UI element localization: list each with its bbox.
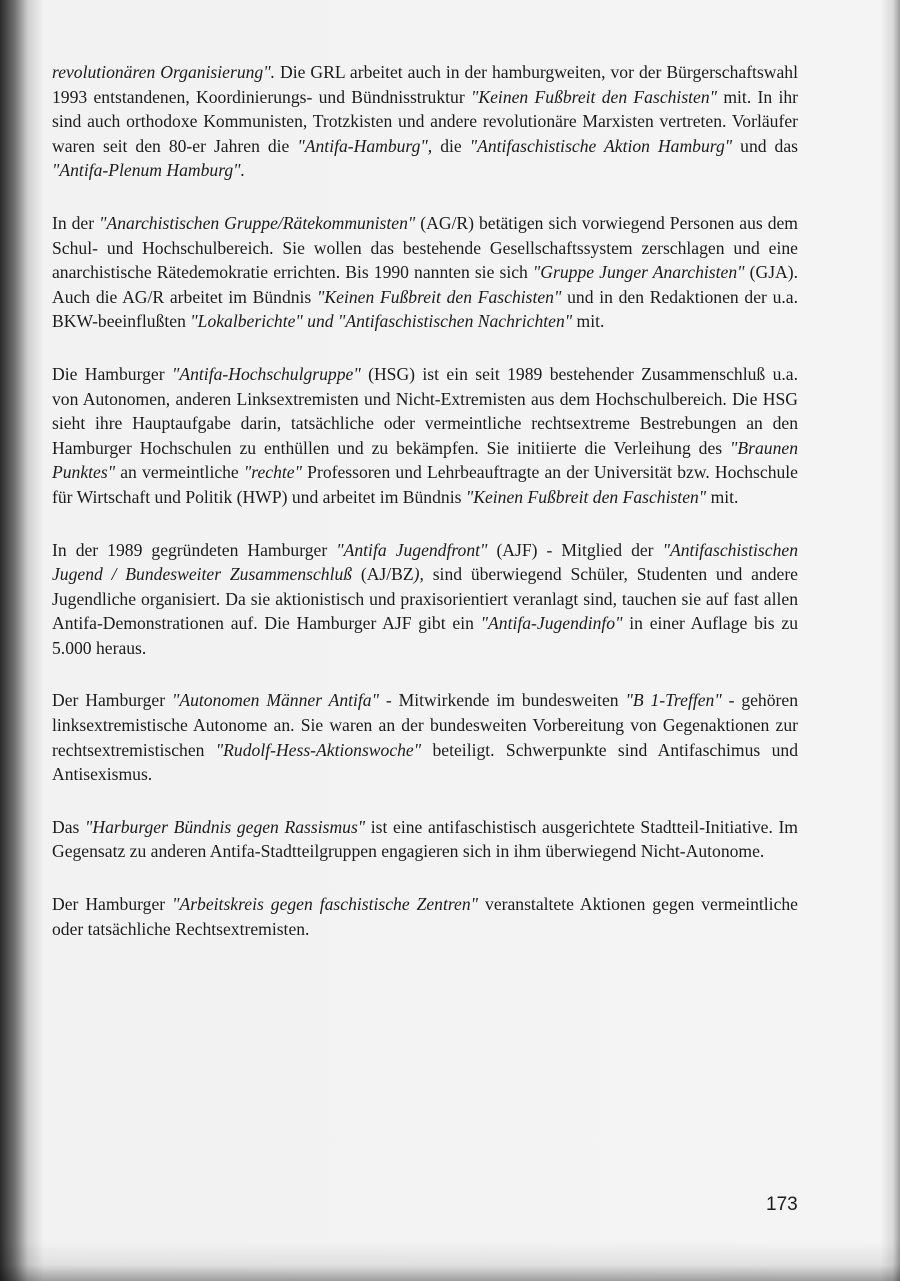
italic-run: "Keinen Fußbreit den Faschisten" <box>471 86 724 107</box>
italic-run: "Rudolf-Hess-Aktionswoche" <box>215 739 433 760</box>
paragraph-maenner <box>52 688 798 786</box>
italic-run: ), <box>413 564 433 585</box>
italic-run: "Antifaschistische Aktion Hamburg" <box>469 135 741 156</box>
italic-run: "B 1-Treffen" <box>625 690 729 711</box>
italic-run: "Antifaschistischen Jugend / Bundesweiter Zusammenschluß <box>52 539 798 585</box>
text-run: beteiligt. Schwerpunkte sind Antifaschimus und Antisexismus. <box>52 739 799 785</box>
text-run: (AJ/BZ <box>360 564 414 585</box>
italic-run: "Arbeitskreis gegen faschistische Zentren" <box>172 894 486 915</box>
italic-run: "Lokalberichte" und "Antifaschistischen Nachrichten" <box>190 311 577 332</box>
page-number: 173 <box>766 1194 798 1215</box>
text-run: und in den Redaktionen der u.a. BKW-beeinflußten <box>52 286 798 332</box>
text-run: die <box>440 135 470 156</box>
text-run: sind überwiegend Schüler, Studenten und andere Jugendliche organisiert. Da sie aktionistisch und praxisorientiert veranlagt sind, tauchen sie auf fast allen Antifa-Demonstrationen auf. Die Hamburger AJF gibt ein <box>52 564 798 634</box>
italic-run: "Keinen Fußbreit den Faschisten" <box>465 486 711 507</box>
text-run: In der <box>52 212 100 233</box>
italic-run: "Antifa-Hochschulgruppe" <box>171 363 369 384</box>
text-run: Der Hamburger <box>52 690 172 711</box>
italic-run: "rechte" <box>243 462 308 483</box>
text-run: (HSG) ist ein seit 1989 bestehender Zusammenschluß u.a. von Autonomen, anderen Linksextremisten und Nicht-Extremisten aus dem Hochschulbereich. Die HSG sieht ihre Hauptaufgabe darin, tatsächliche oder vermeintliche rechtsextreme Bestrebungen an den Hamburger Hochschulen zu enthüllen und zu bekämpfen. Sie initiierte die Verleihung des <box>52 363 798 458</box>
text-run: (AJF) - Mitglied der <box>496 539 663 560</box>
text-run: ist eine antifaschistisch ausgerichtete Stadtteil-Initiative. Im Gegensatz zu anderen Antifa-Stadtteilgruppen engagieren sich in ihm überwiegend Nicht-Autonome. <box>52 816 798 862</box>
text-run: in einer Auflage bis zu 5.000 heraus. <box>52 613 799 658</box>
text-run: mit. <box>576 311 605 332</box>
text-run: mit. In ihr sind auch orthodoxe Kommunisten, Trotzkisten und andere revolutionäre Marxisten vertreten. Vorläufer waren seit den 80-er Jahren die <box>52 86 799 156</box>
italic-run: "Harburger Bündnis gegen Rassismus" <box>84 816 371 837</box>
text-run: - gehören linksextremistische Autonome an. Sie waren an der bundesweiten Vorbereitung von Gegenaktionen zur rechtsextremistischen <box>52 690 798 760</box>
text-run: und das <box>740 135 798 156</box>
text-run: Professoren und Lehrbeauftragte an der Universität bzw. Hochschule für Wirtschaft und Politik (HWP) und arbeitet im Bündnis <box>52 462 798 507</box>
italic-run: "Antifa-Hamburg", <box>297 135 441 156</box>
paragraph-hsg <box>52 362 798 510</box>
page-edge-shadow <box>0 1241 900 1281</box>
italic-run: revolutionären Organisierung". <box>52 62 280 82</box>
paragraph-arbeitskreis <box>52 892 798 941</box>
italic-run: "Antifa-Jugendinfo" <box>480 613 630 634</box>
text-run: (GJA). Auch die AG/R arbeitet im Bündnis <box>52 262 798 307</box>
text-run: Das <box>52 816 85 837</box>
italic-run: "Braunen Punktes" <box>52 437 798 483</box>
italic-run: "Gruppe Junger Anarchisten" <box>532 262 750 283</box>
italic-run: "Autonomen Männer Antifa" <box>171 690 386 711</box>
paragraph-harburg <box>52 815 798 864</box>
italic-run: "Anarchistischen Gruppe/Rätekommunisten" <box>99 212 421 233</box>
text-run: veranstaltete Aktionen gegen vermeintliche oder tatsächliche Rechtsextremisten. <box>52 894 798 939</box>
text-run: mit. <box>710 486 739 507</box>
text-run: - Mitwirkende im bundesweiten <box>385 690 626 711</box>
text-run: Die Hamburger <box>52 363 172 384</box>
paragraph-ajf <box>52 538 798 661</box>
italic-run: "Keinen Fußbreit den Faschisten" <box>317 286 568 307</box>
paragraph-agr <box>52 211 798 334</box>
text-run: (AG/R) betätigen sich vorwiegend Personen aus dem Schul- und Hochschulbereich. Sie wollen das bestehende Gesellschaftssystem zerschlagen und eine anarchistische Rätedemokratie errichten. Bis 1990 nannten sie sich <box>52 212 798 283</box>
text-run: In der 1989 gegründeten Hamburger <box>52 539 337 560</box>
italic-run: "Antifa Jugendfront" <box>336 539 497 560</box>
text-run: an vermeintliche <box>120 462 244 483</box>
text-run: Die GRL arbeitet auch in der hamburgweiten, vor der Bürgerschaftswahl 1993 entstandenen, Koordinierungs- und Bündnisstruktur <box>52 62 798 107</box>
body-text <box>52 60 798 941</box>
italic-run: "Antifa-Plenum Hamburg". <box>52 160 245 181</box>
text-run: Der Hamburger <box>52 894 173 915</box>
paragraph-grl <box>52 60 798 183</box>
